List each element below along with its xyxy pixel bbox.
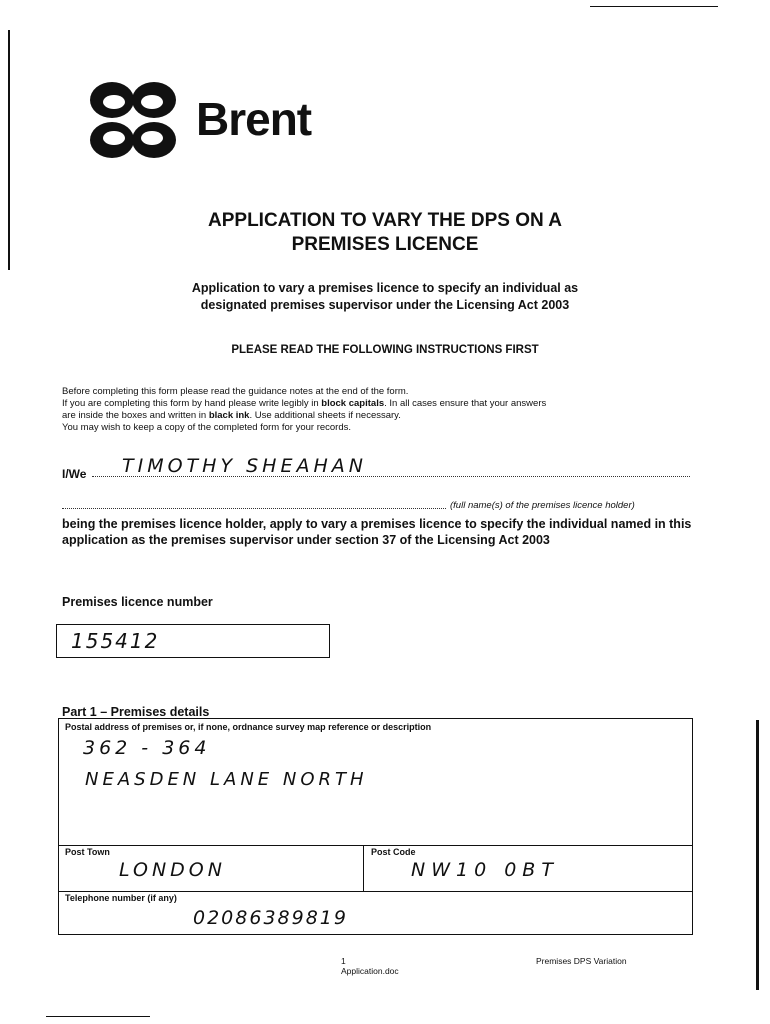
- form-subtitle-line1: Application to vary a premises licence to specify an individual as: [191, 281, 579, 295]
- form-title-line1: APPLICATION TO VARY THE DPS ON A: [208, 210, 562, 231]
- address-line2-field[interactable]: NEASDEN LANE NORTH: [85, 769, 368, 790]
- scan-edge-line-top: [590, 6, 718, 7]
- instructions-heading: PLEASE READ THE FOLLOWING INSTRUCTIONS FIRST: [231, 344, 539, 356]
- instruction-line: are inside the boxes and written in black ink. Use additional sheets if necessary.: [62, 410, 401, 421]
- footer-doc-title: Premises DPS Variation: [536, 956, 627, 966]
- premises-details-box: [58, 718, 693, 935]
- scan-edge-line-bottom: [46, 1016, 150, 1017]
- logo-wordmark: Brent: [196, 93, 312, 145]
- applicant-name-field[interactable]: TIMOTHY SHEAHAN: [122, 455, 367, 477]
- post-town-label: Post Town: [65, 847, 110, 857]
- address-line1-field[interactable]: 362 - 364: [83, 737, 211, 759]
- telephone-label: Telephone number (if any): [65, 893, 177, 903]
- applicant-name-note: (full name(s) of the premises licence holder): [450, 500, 635, 511]
- divider: [363, 845, 364, 891]
- divider: [59, 891, 692, 892]
- form-title-line2: PREMISES LICENCE: [291, 234, 479, 255]
- scan-edge-line-right: [756, 720, 759, 990]
- post-code-field[interactable]: NW10 0BT: [411, 859, 559, 881]
- post-code-label: Post Code: [371, 847, 416, 857]
- applicant-statement: being the premises licence holder, apply to vary a premises licence to specify the individual named in this application as the premises supervisor under section 37 of the Licensing Act 2003: [62, 517, 692, 547]
- form-subtitle-line2: designated premises supervisor under the Licensing Act 2003: [200, 298, 570, 312]
- part1-heading: Part 1 – Premises details: [62, 705, 210, 719]
- post-town-field[interactable]: LONDON: [119, 859, 226, 881]
- telephone-field[interactable]: 02086389819: [193, 907, 348, 929]
- licence-number-value: 155412: [71, 629, 160, 653]
- footer-filename: Application.doc: [341, 966, 399, 976]
- brent-logo-icon: [84, 78, 194, 168]
- instruction-line: Before completing this form please read the guidance notes at the end of the form.: [62, 386, 409, 397]
- divider: [59, 845, 692, 846]
- instruction-line: If you are completing this form by hand please write legibly in block capitals. In all cases ensure that your answers: [62, 398, 547, 409]
- applicant-label: I/We: [62, 467, 87, 481]
- applicant-name-line2: [62, 508, 446, 509]
- page-number: 1: [341, 956, 346, 966]
- licence-number-box[interactable]: [56, 624, 330, 658]
- instruction-line: You may wish to keep a copy of the completed form for your records.: [62, 422, 352, 433]
- address-label: Postal address of premises or, if none, ordnance survey map reference or description: [65, 722, 432, 732]
- instructions-text: [62, 386, 722, 434]
- licence-number-label: Premises licence number: [62, 595, 213, 609]
